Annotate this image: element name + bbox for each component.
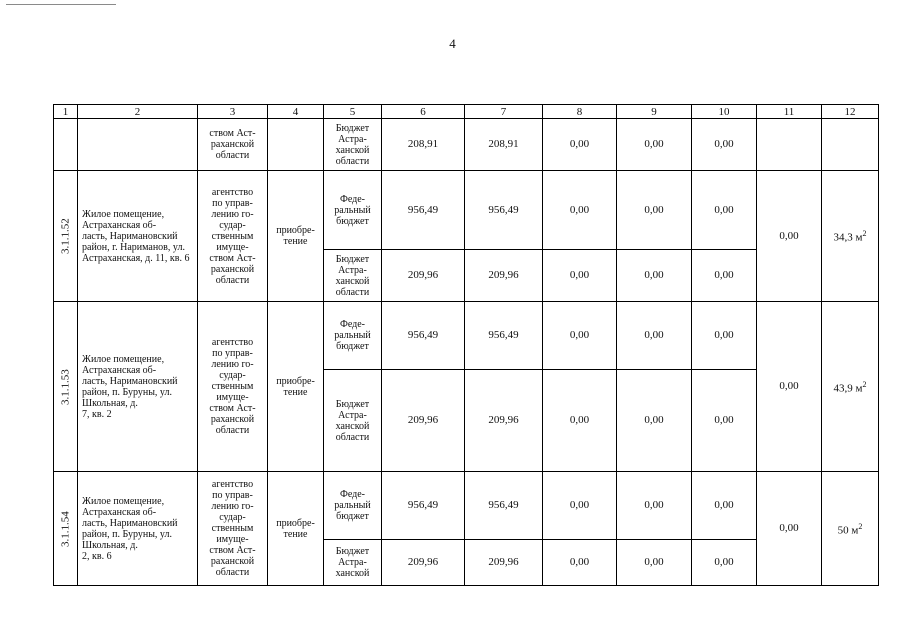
column-number: 6 bbox=[382, 105, 465, 119]
column-number: 5 bbox=[324, 105, 382, 119]
table-row bbox=[54, 302, 879, 370]
amount-year-4-cell: 0,00 bbox=[692, 472, 757, 540]
funding-source-cell: Феде- ральный бюджет bbox=[324, 472, 382, 540]
scan-artifact-line bbox=[6, 4, 116, 5]
program-table bbox=[53, 104, 879, 586]
amount-year-2-cell: 0,00 bbox=[543, 302, 617, 370]
column-number: 11 bbox=[757, 105, 822, 119]
amount-year-1-cell: 209,96 bbox=[465, 370, 543, 472]
amount-year-1-cell: 956,49 bbox=[465, 472, 543, 540]
action-cell: приобре- тение bbox=[268, 171, 324, 302]
area-cell: 34,3 $м^2$ bbox=[822, 171, 879, 302]
index-cell bbox=[54, 119, 78, 171]
planned-amount-cell: 209,96 bbox=[382, 370, 465, 472]
amount-year-1-cell: 956,49 bbox=[465, 302, 543, 370]
funding-source-cell: Феде- ральный бюджет bbox=[324, 171, 382, 250]
amount-year-2-cell: 0,00 bbox=[543, 472, 617, 540]
column-number: 8 bbox=[543, 105, 617, 119]
description-cell: Жилое помещение, Астраханская об- ласть, Наримановский район, п. Буруны, ул. Школьная, д. 7, кв. 2 bbox=[78, 302, 198, 472]
amount-year-1-cell: 209,96 bbox=[465, 540, 543, 586]
amount-year-4-cell: 0,00 bbox=[692, 370, 757, 472]
action-cell: приобре- тение bbox=[268, 302, 324, 472]
table-row bbox=[54, 171, 879, 250]
action-cell bbox=[268, 119, 324, 171]
planned-amount-cell: 956,49 bbox=[382, 472, 465, 540]
amount-year-2-cell: 0,00 bbox=[543, 540, 617, 586]
funding-source-cell: Бюджет Астра- ханской области bbox=[324, 119, 382, 171]
amount-year-2-cell: 0,00 bbox=[543, 370, 617, 472]
amount-year-2-cell: 0,00 bbox=[543, 119, 617, 171]
column-number: 2 bbox=[78, 105, 198, 119]
amount-year-3-cell: 0,00 bbox=[617, 250, 692, 302]
description-cell: Жилое помещение, Астраханская об- ласть, Наримановский район, г. Нариманов, ул. Астраханская, д. 11, кв. 6 bbox=[78, 171, 198, 302]
column-number: 9 bbox=[617, 105, 692, 119]
planned-amount-cell: 208,91 bbox=[382, 119, 465, 171]
planned-amount-cell: 209,96 bbox=[382, 540, 465, 586]
area-cell bbox=[822, 119, 879, 171]
amount-year-2-cell: 0,00 bbox=[543, 171, 617, 250]
description-cell bbox=[78, 119, 198, 171]
amount-year-3-cell: 0,00 bbox=[617, 370, 692, 472]
amount-year-4-cell: 0,00 bbox=[692, 540, 757, 586]
agency-cell: агентство по управ- лению го- судар- ственным имуще- ством Аст- раханской области bbox=[198, 472, 268, 586]
amount-year-4-cell: 0,00 bbox=[692, 119, 757, 171]
amount-year-3-cell: 0,00 bbox=[617, 540, 692, 586]
column-number: 12 bbox=[822, 105, 879, 119]
area-cell: 43,9 $м^2$ bbox=[822, 302, 879, 472]
amount-year-1-cell: 208,91 bbox=[465, 119, 543, 171]
column-11-cell: 0,00 bbox=[757, 472, 822, 586]
description-cell: Жилое помещение, Астраханская об- ласть, Наримановский район, п. Буруны, ул. Школьная, д. 2, кв. 6 bbox=[78, 472, 198, 586]
column-number-row bbox=[54, 105, 879, 119]
amount-year-1-cell: 209,96 bbox=[465, 250, 543, 302]
column-11-cell: 0,00 bbox=[757, 302, 822, 472]
agency-cell: агентство по управ- лению го- судар- ственным имуще- ством Аст- раханской области bbox=[198, 171, 268, 302]
planned-amount-cell: 956,49 bbox=[382, 171, 465, 250]
agency-cell: ством Аст- раханской области bbox=[198, 119, 268, 171]
page-number: 4 bbox=[449, 36, 456, 51]
amount-year-4-cell: 0,00 bbox=[692, 302, 757, 370]
amount-year-1-cell: 956,49 bbox=[465, 171, 543, 250]
index-cell: 3.1.1.54 bbox=[54, 472, 78, 586]
amount-year-3-cell: 0,00 bbox=[617, 119, 692, 171]
table-row bbox=[54, 472, 879, 540]
column-number: 4 bbox=[268, 105, 324, 119]
funding-source-cell: Бюджет Астра- ханской области bbox=[324, 250, 382, 302]
amount-year-4-cell: 0,00 bbox=[692, 171, 757, 250]
amount-year-4-cell: 0,00 bbox=[692, 250, 757, 302]
action-cell: приобре- тение bbox=[268, 472, 324, 586]
index-cell: 3.1.1.52 bbox=[54, 171, 78, 302]
planned-amount-cell: 956,49 bbox=[382, 302, 465, 370]
amount-year-2-cell: 0,00 bbox=[543, 250, 617, 302]
area-cell: 50 $м^2$ bbox=[822, 472, 879, 586]
agency-cell: агентство по управ- лению го- судар- ственным имуще- ством Аст- раханской области bbox=[198, 302, 268, 472]
amount-year-3-cell: 0,00 bbox=[617, 302, 692, 370]
column-number: 3 bbox=[198, 105, 268, 119]
continuation-row bbox=[54, 119, 879, 171]
index-cell: 3.1.1.53 bbox=[54, 302, 78, 472]
planned-amount-cell: 209,96 bbox=[382, 250, 465, 302]
funding-source-cell: Бюджет Астра- ханской области bbox=[324, 370, 382, 472]
column-11-cell: 0,00 bbox=[757, 171, 822, 302]
column-number: 1 bbox=[54, 105, 78, 119]
amount-year-3-cell: 0,00 bbox=[617, 171, 692, 250]
column-11-cell bbox=[757, 119, 822, 171]
column-number: 7 bbox=[465, 105, 543, 119]
amount-year-3-cell: 0,00 bbox=[617, 472, 692, 540]
funding-source-cell: Бюджет Астра- ханской bbox=[324, 540, 382, 586]
column-number: 10 bbox=[692, 105, 757, 119]
funding-source-cell: Феде- ральный бюджет bbox=[324, 302, 382, 370]
